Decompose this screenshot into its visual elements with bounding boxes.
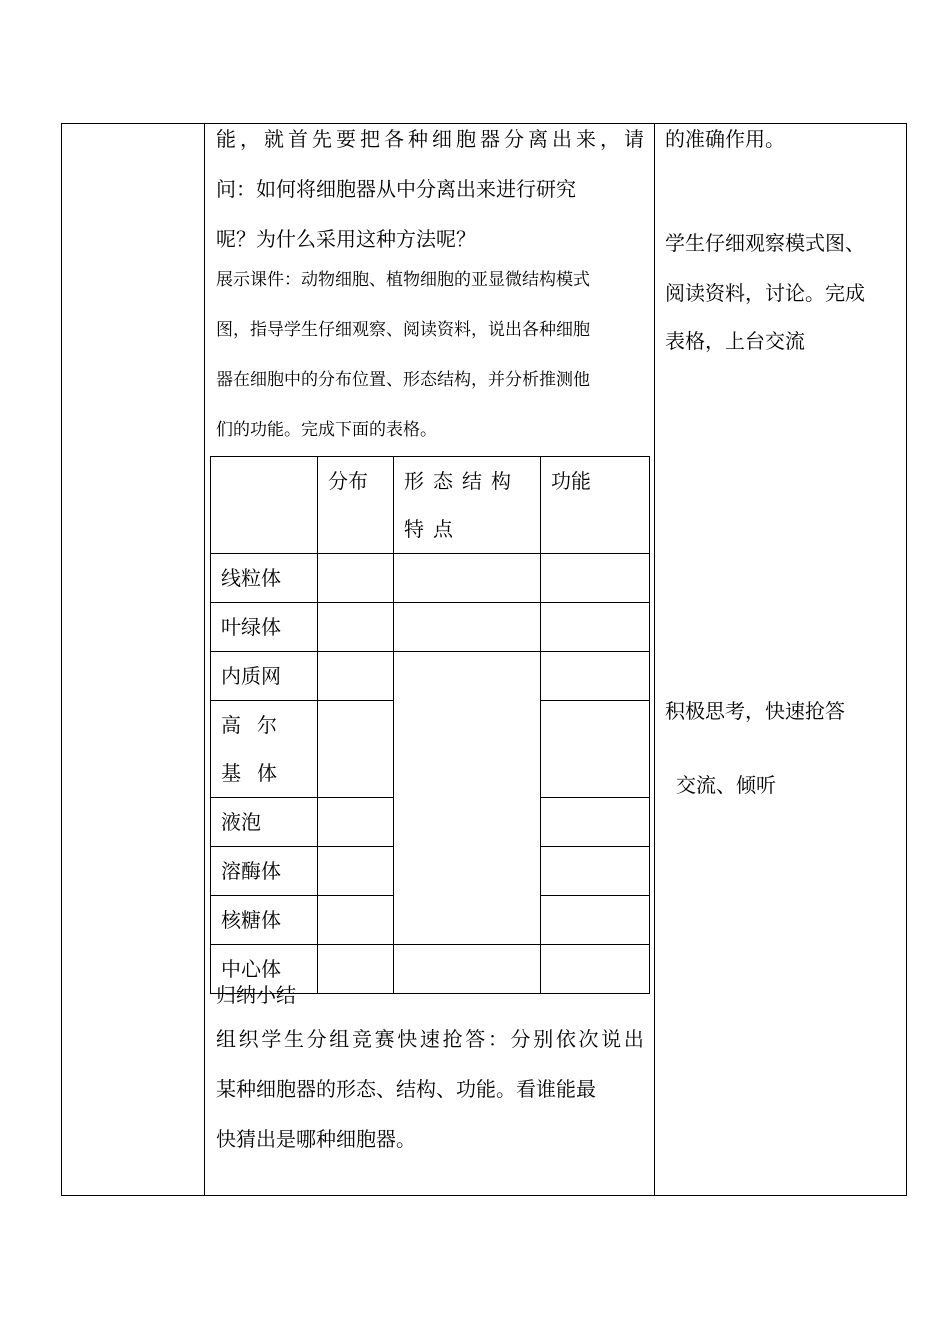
organelle-table: [210, 456, 650, 994]
mid-line-2: 问：如何将细胞器从中分离出来进行研究: [216, 177, 576, 201]
row-label: 核糖体: [211, 896, 318, 945]
mid-line-3: 呢？为什么采用这种方法呢？: [216, 227, 476, 251]
row-label: 溶酶体: [211, 847, 318, 896]
cell-function[interactable]: [541, 701, 650, 798]
row-label: 叶绿体: [211, 603, 318, 652]
right-line-5: 积极思考，快速抢答: [665, 699, 845, 723]
mid-bottom-line-3: 快猜出是哪种细胞器。: [216, 1127, 416, 1151]
cell-distribution[interactable]: [318, 701, 394, 798]
mid-small-line-4: 们的功能。完成下面的表格。: [216, 420, 437, 440]
header-function: 功能: [541, 457, 650, 554]
header-structure: 形态结构特点: [394, 457, 541, 554]
cell-function[interactable]: [541, 652, 650, 701]
mid-bottom-line-2: 某种细胞器的形态、结构、功能。看谁能最: [216, 1077, 596, 1101]
mid-small-line-1: 展示课件：动物细胞、植物细胞的亚显微结构模式: [216, 270, 590, 290]
cell-function[interactable]: [541, 945, 650, 994]
cell-distribution[interactable]: [318, 554, 394, 603]
cell-function[interactable]: [541, 798, 650, 847]
header-distribution: 分布: [318, 457, 394, 554]
right-line-1: 的准确作用。: [665, 127, 785, 151]
table-row: [211, 603, 650, 652]
cell-structure[interactable]: [394, 554, 541, 603]
cell-structure[interactable]: [394, 603, 541, 652]
row-label: 高尔基体: [211, 701, 318, 798]
cell-distribution[interactable]: [318, 896, 394, 945]
summary-title: 归纳小结: [216, 983, 296, 1007]
header-empty: [211, 457, 318, 554]
right-line-4: 表格，上台交流: [665, 329, 805, 353]
row-label: 内质网: [211, 652, 318, 701]
cell-distribution[interactable]: [318, 603, 394, 652]
mid-line-1: 能 ， 就 首 先 要 把 各 种 细 胞 器 分 离 出 来 ， 请: [216, 127, 644, 151]
table-header-row: [211, 457, 650, 554]
cell-structure[interactable]: [394, 945, 541, 994]
mid-small-line-3: 器在细胞中的分布位置、形态结构，并分析推测他: [216, 370, 590, 390]
row-label: 线粒体: [211, 554, 318, 603]
lesson-table: [61, 123, 907, 1196]
cell-function[interactable]: [541, 896, 650, 945]
right-line-3: 阅读资料，讨论。完成: [665, 281, 865, 305]
cell-structure-merged[interactable]: [394, 652, 541, 945]
right-line-6: 交流、倾听: [676, 773, 776, 797]
right-line-2: 学生仔细观察模式图、: [665, 231, 865, 255]
cell-distribution[interactable]: [318, 945, 394, 994]
cell-distribution[interactable]: [318, 652, 394, 701]
cell-function[interactable]: [541, 554, 650, 603]
column-divider-1: [204, 124, 205, 1195]
mid-small-line-2: 图，指导学生仔细观察、阅读资料，说出各种细胞: [216, 320, 590, 340]
cell-distribution[interactable]: [318, 847, 394, 896]
table-row: [211, 554, 650, 603]
column-divider-2: [654, 124, 655, 1195]
cell-function[interactable]: [541, 603, 650, 652]
table-row: [211, 652, 650, 701]
row-label: 液泡: [211, 798, 318, 847]
cell-distribution[interactable]: [318, 798, 394, 847]
mid-bottom-line-1: 组 织 学 生 分 组 竞 赛 快 速 抢 答 ： 分 别 依 次 说 出: [216, 1027, 644, 1051]
cell-function[interactable]: [541, 847, 650, 896]
row-label: 中心体: [211, 945, 318, 994]
